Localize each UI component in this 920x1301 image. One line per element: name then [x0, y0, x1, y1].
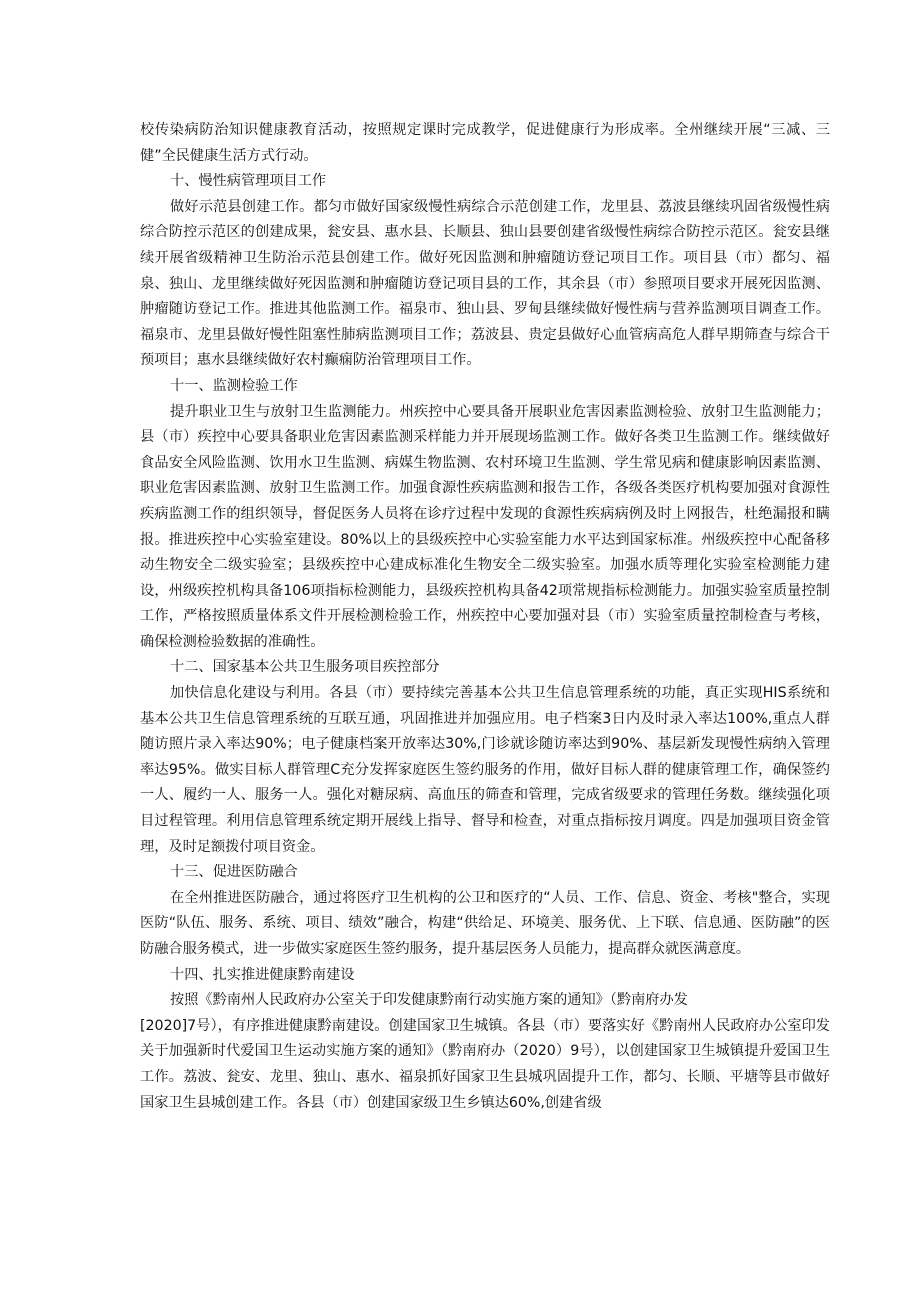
paragraph: 加快信息化建设与利用。各县（市）要持续完善基本公共卫生信息管理系统的功能，真正实现HIS系统和基本公共卫生信息管理系统的互联互通，巩固推进并加强应用。电子档案3日内及时录入率达100%,重点人群随访照片录入率达90%；电子健康档案开放率达30%,门诊就诊随访率达到90%、基层新发现慢性病纳入管理率达95%。做实目标人群管理C充分发挥家庭医生签约服务的作用，做好目标人群的健康管理工作，确保签约一人、履约一人、服务一人。强化对糖尿病、高血压的筛查和管理，完成省级要求的管理任务数。继续强化项目过程管理。利用信息管理系统定期开展线上指导、督导和检查，对重点指标按月调度。四是加强项目资金管理，及时足额拨付项目资金。	[140, 685, 830, 855]
section-heading: 十一、监测检验工作	[170, 377, 298, 394]
section-heading: 十三、促进医防融合	[170, 864, 298, 881]
section-heading: 十四、扎实推进健康黔南建设	[170, 966, 355, 983]
paragraph: 校传染病防治知识健康教育活动，按照规定课时完成教学，促进健康行为形成率。全州继续开展“三减、三健”全民健康生活方式行动。	[140, 122, 830, 164]
paragraph: 在全州推进医防融合，通过将医疗卫生机构的公卫和医疗的“人员、工作、信息、资金、考核"整合，实现医防“队伍、服务、系统、项目、绩效”融合，构建“供给足、环境美、服务优、上下联、信息通、医防融”的医防融合服务模式，进一步做实家庭医生签约服务，提升基层医务人员能力，提高群众就医满意度。	[140, 889, 830, 957]
document-body	[140, 118, 830, 1116]
section-heading: 十二、国家基本公共卫生服务项目疾控部分	[170, 659, 440, 676]
paragraph: 做好示范县创建工作。都匀市做好国家级慢性病综合示范创建工作，龙里县、荔波县继续巩固省级慢性病综合防控示范区的创建成果，瓮安县、惠水县、长顺县、独山县要创建省级慢性病综合防控示范区。瓮安县继续开展省级精神卫生防治示范县创建工作。做好死因监测和肿瘤随访登记项目工作。项目县（市）都匀、福泉、独山、龙里继续做好死因监测和肿瘤随访登记项目县的工作，其余县（市）参照项目要求开展死因监测、肿瘤随访登记工作。推进其他监测工作。福泉市、独山县、罗甸县继续做好慢性病与营养监测项目调查工作。福泉市、龙里县做好慢性阻塞性肺病监测项目工作；荔波县、贵定县做好心血管病高危人群早期筛查与综合干预项目；惠水县继续做好农村癫痫防治管理项目工作。	[140, 198, 830, 369]
paragraph: 提升职业卫生与放射卫生监测能力。州疾控中心要具备开展职业危害因素监测检验、放射卫生监测能力；县（市）疾控中心要具备职业危害因素监测采样能力并开展现场监测工作。做好各类卫生监测工作。继续做好食品安全风险监测、饮用水卫生监测、病媒生物监测、农村环境卫生监测、学生常见病和健康影响因素监测、职业危害因素监测、放射卫生监测工作。加强食源性疾病监测和报告工作，各级各类医疗机构要加强对食源性疾病监测工作的组织领导，督促医务人员将在诊疗过程中发现的食源性疾病病例及时上网报告，杜绝漏报和瞒报。推进疾控中心实验室建设。80%以上的县级疾控中心实验室能力水平达到国家标准。州级疾控中心配备移动生物安全二级实验室；县级疾控中心建成标准化生物安全二级实验室。加强水质等理化实验室检测能力建设，州级疾控机构具备106项指标检测能力，县级疾控机构具备42项常规指标检测能力。加强实验室质量控制工作，严格按照质量体系文件开展检测检验工作，州疾控中心要加强对县（市）实验室质量控制检查与考核，确保检测检验数据的准确性。	[140, 403, 830, 650]
paragraph: [2020]7号），有序推进健康黔南建设。创建国家卫生城镇。各县（市）要落实好《黔南州人民政府办公室印发关于加强新时代爱国卫生运动实施方案的通知》（黔南府办（2020）9号），以创建国家卫生城镇提升爱国卫生工作。荔波、瓮安、龙里、独山、惠水、福泉抓好国家卫生县城巩固提升工作，都匀、长顺、平塘等县市做好国家卫生县城创建工作。各县（市）创建国家级卫生乡镇达60%,创建省级	[140, 1017, 830, 1111]
section-heading: 十、慢性病管理项目工作	[170, 173, 327, 190]
paragraph: 按照《黔南州人民政府办公室关于印发健康黔南行动实施方案的通知》（黔南府办发	[170, 992, 688, 1009]
